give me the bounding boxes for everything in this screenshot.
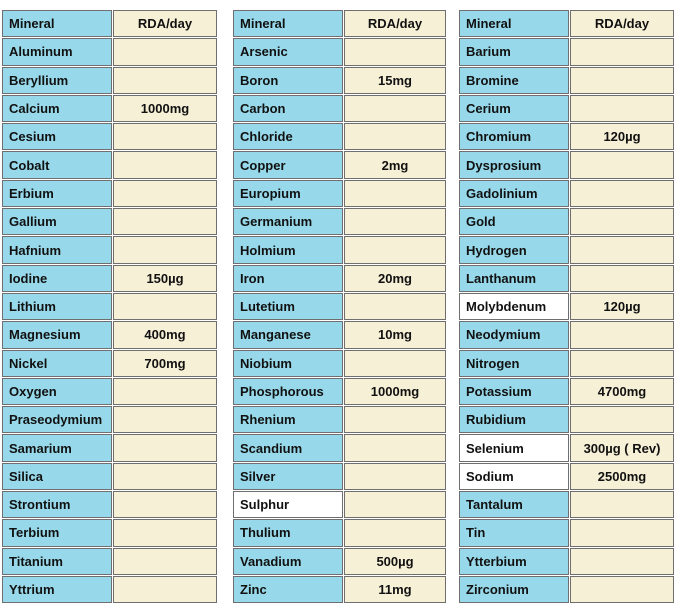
- mineral-name: Rhenium: [233, 406, 343, 433]
- mineral-name: Sodium: [459, 463, 569, 490]
- rda-value: [570, 321, 674, 348]
- mineral-name: Lithium: [2, 293, 112, 320]
- rda-value: 120µg: [570, 123, 674, 150]
- rda-value: 2500mg: [570, 463, 674, 490]
- table-row: [2, 350, 218, 378]
- table-row: [2, 123, 218, 151]
- table-row: [233, 548, 447, 576]
- table-row: [459, 378, 675, 406]
- table-row: [2, 38, 218, 66]
- rda-value: [113, 180, 217, 207]
- table-row: [459, 265, 675, 293]
- table-row: [459, 463, 675, 491]
- table-row: [459, 293, 675, 321]
- rda-value: 120µg: [570, 293, 674, 320]
- table-row: [459, 350, 675, 378]
- mineral-name: Niobium: [233, 350, 343, 377]
- mineral-name: Thulium: [233, 519, 343, 546]
- rda-value: [570, 406, 674, 433]
- rda-value: 300µg ( Rev): [570, 434, 674, 461]
- table-row: [233, 180, 447, 208]
- rda-value: [344, 95, 446, 122]
- rda-value: [570, 208, 674, 235]
- rda-value: [113, 491, 217, 518]
- mineral-name: Aluminum: [2, 38, 112, 65]
- table-row: [2, 406, 218, 434]
- table-row: [459, 491, 675, 519]
- rda-value: [570, 236, 674, 263]
- mineral-name: Cesium: [2, 123, 112, 150]
- mineral-name: Scandium: [233, 434, 343, 461]
- mineral-name: Neodymium: [459, 321, 569, 348]
- mineral-name: Samarium: [2, 434, 112, 461]
- table-row: [233, 350, 447, 378]
- table-row: [2, 151, 218, 179]
- rda-value: [113, 123, 217, 150]
- table-row: [233, 67, 447, 95]
- mineral-name: Rubidium: [459, 406, 569, 433]
- rda-value: [113, 434, 217, 461]
- mineral-table-column-3: [459, 10, 675, 604]
- rda-value: 1000mg: [344, 378, 446, 405]
- rda-value: [344, 491, 446, 518]
- mineral-name: Lutetium: [233, 293, 343, 320]
- rda-value: 700mg: [113, 350, 217, 377]
- mineral-name: Yttrium: [2, 576, 112, 603]
- mineral-name: Selenium: [459, 434, 569, 461]
- table-row: [233, 208, 447, 236]
- mineral-name: Copper: [233, 151, 343, 178]
- mineral-table-column-2: [233, 10, 447, 604]
- mineral-name: Europium: [233, 180, 343, 207]
- rda-value: [570, 491, 674, 518]
- rda-value: [344, 38, 446, 65]
- rda-value: [570, 180, 674, 207]
- mineral-name: Chloride: [233, 123, 343, 150]
- mineral-name: Hydrogen: [459, 236, 569, 263]
- mineral-name: Zinc: [233, 576, 343, 603]
- mineral-name: Phosphorous: [233, 378, 343, 405]
- table-row: [2, 519, 218, 547]
- table-row: [2, 576, 218, 604]
- mineral-name: Terbium: [2, 519, 112, 546]
- table-row: [2, 67, 218, 95]
- mineral-name: Erbium: [2, 180, 112, 207]
- table-row: [2, 548, 218, 576]
- rda-value: [113, 67, 217, 94]
- table-row: [459, 38, 675, 66]
- table-row: [2, 293, 218, 321]
- mineral-name: Germanium: [233, 208, 343, 235]
- table-header-row: [2, 10, 218, 38]
- mineral-name: Silver: [233, 463, 343, 490]
- rda-value: [113, 236, 217, 263]
- table-row: [233, 519, 447, 547]
- rda-value: 500µg: [344, 548, 446, 575]
- rda-value: [113, 151, 217, 178]
- table-row: [459, 321, 675, 349]
- mineral-name: Gallium: [2, 208, 112, 235]
- table-row: [459, 95, 675, 123]
- mineral-name: Beryllium: [2, 67, 112, 94]
- mineral-name: Ytterbium: [459, 548, 569, 575]
- mineral-name: Molybdenum: [459, 293, 569, 320]
- table-header-row: [459, 10, 675, 38]
- table-header-row: [233, 10, 447, 38]
- rda-value: [570, 519, 674, 546]
- rda-value: [570, 350, 674, 377]
- rda-value: [113, 378, 217, 405]
- mineral-name: Nitrogen: [459, 350, 569, 377]
- rda-value: 11mg: [344, 576, 446, 603]
- rda-value: [113, 293, 217, 320]
- table-row: [2, 180, 218, 208]
- table-row: [233, 321, 447, 349]
- mineral-name: Hafnium: [2, 236, 112, 263]
- mineral-name: Magnesium: [2, 321, 112, 348]
- table-row: [233, 123, 447, 151]
- rda-value: [344, 463, 446, 490]
- rda-value: [113, 519, 217, 546]
- table-row: [459, 180, 675, 208]
- mineral-name: Arsenic: [233, 38, 343, 65]
- mineral-name: Vanadium: [233, 548, 343, 575]
- mineral-name: Tantalum: [459, 491, 569, 518]
- table-row: [2, 321, 218, 349]
- table-row: [2, 491, 218, 519]
- rda-value: [570, 548, 674, 575]
- mineral-name: Calcium: [2, 95, 112, 122]
- rda-value: 10mg: [344, 321, 446, 348]
- table-row: [459, 434, 675, 462]
- rda-value: [570, 151, 674, 178]
- mineral-name: Holmium: [233, 236, 343, 263]
- table-row: [459, 67, 675, 95]
- table-row: [459, 151, 675, 179]
- header-mineral: Mineral: [2, 10, 112, 37]
- table-row: [233, 576, 447, 604]
- mineral-name: Carbon: [233, 95, 343, 122]
- mineral-name: Oxygen: [2, 378, 112, 405]
- rda-value: [344, 123, 446, 150]
- mineral-name: Nickel: [2, 350, 112, 377]
- rda-value: [344, 180, 446, 207]
- rda-value: [344, 293, 446, 320]
- table-row: [2, 208, 218, 236]
- mineral-name: Titanium: [2, 548, 112, 575]
- table-row: [233, 236, 447, 264]
- mineral-name: Iron: [233, 265, 343, 292]
- table-row: [233, 95, 447, 123]
- table-row: [2, 378, 218, 406]
- mineral-name: Potassium: [459, 378, 569, 405]
- rda-value: [344, 350, 446, 377]
- table-row: [2, 236, 218, 264]
- rda-value: 4700mg: [570, 378, 674, 405]
- table-row: [2, 463, 218, 491]
- table-row: [2, 95, 218, 123]
- rda-value: [570, 265, 674, 292]
- table-row: [233, 406, 447, 434]
- header-mineral: Mineral: [459, 10, 569, 37]
- rda-value: 15mg: [344, 67, 446, 94]
- rda-value: [344, 434, 446, 461]
- rda-value: [570, 95, 674, 122]
- rda-value: [344, 236, 446, 263]
- table-row: [233, 378, 447, 406]
- rda-value: [113, 208, 217, 235]
- mineral-name: Chromium: [459, 123, 569, 150]
- table-row: [233, 491, 447, 519]
- table-row: [459, 123, 675, 151]
- mineral-name: Iodine: [2, 265, 112, 292]
- mineral-name: Strontium: [2, 491, 112, 518]
- rda-value: 20mg: [344, 265, 446, 292]
- table-row: [459, 406, 675, 434]
- mineral-name: Sulphur: [233, 491, 343, 518]
- table-row: [459, 208, 675, 236]
- table-row: [233, 265, 447, 293]
- header-rda: RDA/day: [344, 10, 446, 37]
- table-row: [459, 236, 675, 264]
- rda-value: 1000mg: [113, 95, 217, 122]
- mineral-name: Dysprosium: [459, 151, 569, 178]
- table-row: [233, 293, 447, 321]
- rda-value: [113, 406, 217, 433]
- rda-value: [113, 548, 217, 575]
- rda-value: [344, 519, 446, 546]
- header-mineral: Mineral: [233, 10, 343, 37]
- table-row: [2, 265, 218, 293]
- mineral-name: Gadolinium: [459, 180, 569, 207]
- mineral-name: Cerium: [459, 95, 569, 122]
- table-row: [459, 576, 675, 604]
- rda-value: [570, 576, 674, 603]
- mineral-name: Bromine: [459, 67, 569, 94]
- rda-value: [570, 38, 674, 65]
- table-row: [233, 151, 447, 179]
- table-row: [459, 519, 675, 547]
- mineral-table-column-1: [2, 10, 218, 604]
- mineral-name: Barium: [459, 38, 569, 65]
- mineral-name: Tin: [459, 519, 569, 546]
- rda-value: 150µg: [113, 265, 217, 292]
- rda-value: [113, 38, 217, 65]
- rda-value: [570, 67, 674, 94]
- table-row: [233, 463, 447, 491]
- table-row: [459, 548, 675, 576]
- mineral-name: Cobalt: [2, 151, 112, 178]
- table-row: [233, 434, 447, 462]
- rda-value: 400mg: [113, 321, 217, 348]
- table-row: [233, 38, 447, 66]
- mineral-name: Gold: [459, 208, 569, 235]
- mineral-name: Zirconium: [459, 576, 569, 603]
- rda-value: [113, 463, 217, 490]
- rda-value: [344, 208, 446, 235]
- mineral-name: Boron: [233, 67, 343, 94]
- header-rda: RDA/day: [113, 10, 217, 37]
- table-row: [2, 434, 218, 462]
- header-rda: RDA/day: [570, 10, 674, 37]
- mineral-name: Lanthanum: [459, 265, 569, 292]
- rda-value: 2mg: [344, 151, 446, 178]
- rda-value: [113, 576, 217, 603]
- mineral-name: Manganese: [233, 321, 343, 348]
- mineral-name: Silica: [2, 463, 112, 490]
- rda-value: [344, 406, 446, 433]
- mineral-name: Praseodymium: [2, 406, 112, 433]
